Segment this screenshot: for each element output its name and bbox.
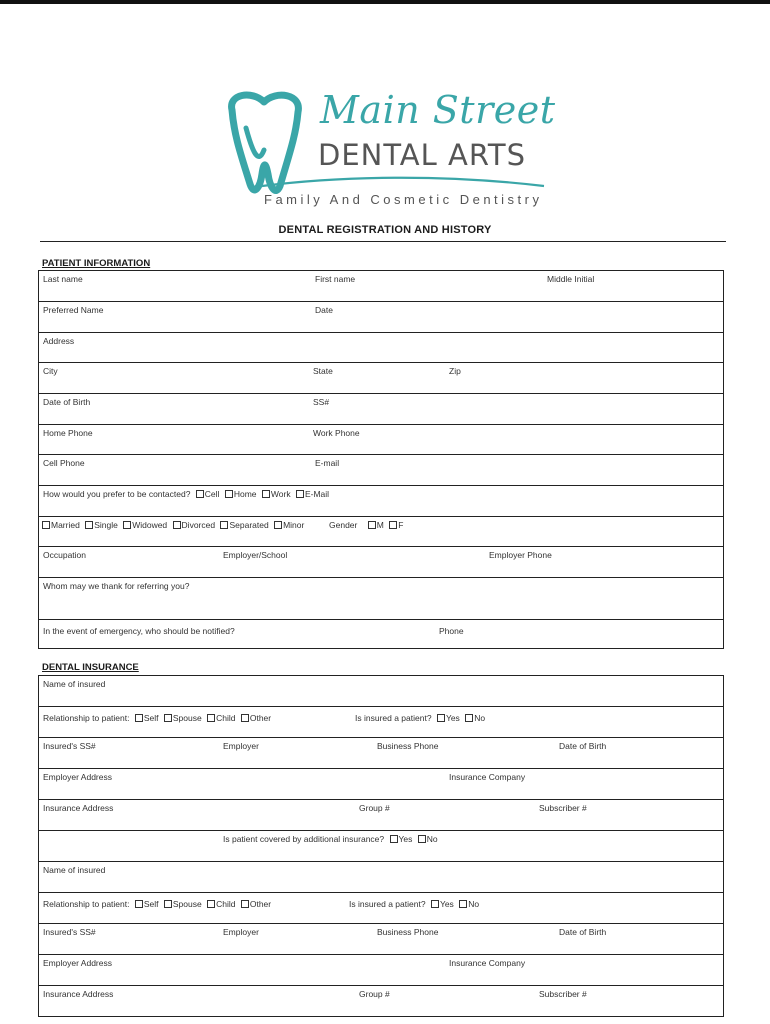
row-city: [39, 363, 723, 394]
contact-preference: [43, 489, 329, 499]
insurance-section-heading: DENTAL INSURANCE: [42, 662, 139, 673]
state-field[interactable]: State: [313, 366, 333, 376]
subscriber-number-field-2[interactable]: Subscriber #: [539, 989, 587, 999]
subscriber-number-field[interactable]: Subscriber #: [539, 803, 587, 813]
logo-tagline: Family And Cosmetic Dentistry: [264, 192, 543, 207]
group-number-field-2[interactable]: Group #: [359, 989, 390, 999]
rel-self-checkbox[interactable]: [135, 714, 143, 722]
row-insured-name: [39, 676, 723, 707]
insured-yes-checkbox[interactable]: [437, 714, 445, 722]
patient-section-heading: PATIENT INFORMATION: [42, 258, 151, 269]
relationship-group: [43, 713, 271, 723]
insurance-company-field-2[interactable]: Insurance Company: [449, 958, 526, 968]
contact-home-checkbox[interactable]: [225, 490, 233, 498]
insured-no-label-2: No: [468, 899, 480, 909]
insured-patient-question: Is insured a patient?: [355, 713, 432, 723]
business-phone-field-2[interactable]: Business Phone: [377, 927, 439, 937]
row-insured-ssn-2: [39, 924, 723, 955]
row-insured-ssn: [39, 738, 723, 769]
emergency-phone-field[interactable]: Phone: [439, 626, 464, 636]
scan-top-edge: [0, 0, 770, 4]
insured-yes-label: Yes: [445, 713, 460, 723]
insured-name-field[interactable]: Name of insured: [43, 679, 106, 689]
contact-question: How would you prefer to be contacted?: [43, 489, 191, 499]
referral-field[interactable]: Whom may we thank for referring you?: [43, 581, 190, 591]
gender-m-checkbox[interactable]: [368, 521, 376, 529]
row-emergency: [39, 620, 723, 648]
insured-ssn-field[interactable]: Insured's SS#: [43, 741, 96, 751]
insured-dob-field-2[interactable]: Date of Birth: [559, 927, 607, 937]
ssn-field[interactable]: SS#: [313, 397, 330, 407]
marital-status: [39, 520, 304, 530]
insured-patient-group: [355, 713, 485, 723]
rel-child-label-2: Child: [216, 899, 236, 909]
first-name-field[interactable]: First name: [315, 274, 356, 284]
rel-self-checkbox-2[interactable]: [135, 900, 143, 908]
additional-no-checkbox[interactable]: [418, 835, 426, 843]
minor-label: Minor: [283, 520, 305, 530]
additional-insurance-group: [223, 834, 438, 844]
contact-home-label: Home: [233, 489, 257, 499]
rel-other-label-2: Other: [249, 899, 272, 909]
separated-label: Separated: [229, 520, 269, 530]
insured-no-checkbox[interactable]: [465, 714, 473, 722]
logo-script-text: Main Street: [320, 88, 556, 132]
row-employer-address-2: [39, 955, 723, 986]
insured-patient-question-2: Is insured a patient?: [349, 899, 426, 909]
logo-swoosh: [222, 172, 562, 192]
row-relationship: [39, 707, 723, 738]
row-occupation: [39, 547, 723, 578]
cell-phone-field[interactable]: Cell Phone: [43, 458, 85, 468]
insured-no-checkbox-2[interactable]: [459, 900, 467, 908]
row-relationship-2: [39, 893, 723, 924]
rel-child-checkbox[interactable]: [207, 714, 215, 722]
page-title: DENTAL REGISTRATION AND HISTORY: [278, 224, 492, 236]
widowed-label: Widowed: [132, 520, 168, 530]
rel-other-label: Other: [249, 713, 272, 723]
insured-yes-label-2: Yes: [439, 899, 454, 909]
rel-other-checkbox-2[interactable]: [241, 900, 249, 908]
gender-label: Gender: [329, 520, 358, 530]
practice-logo: [222, 88, 562, 212]
insurance-address-field[interactable]: Insurance Address: [43, 803, 114, 813]
additional-yes-label: Yes: [398, 834, 413, 844]
insurance-box: [38, 675, 724, 1017]
rel-spouse-label-2: Spouse: [172, 899, 202, 909]
preferred-name-field[interactable]: Preferred Name: [43, 305, 104, 315]
rel-spouse-label: Spouse: [172, 713, 202, 723]
rel-spouse-checkbox-2[interactable]: [164, 900, 172, 908]
zip-field[interactable]: Zip: [449, 366, 461, 376]
contact-work-checkbox[interactable]: [262, 490, 270, 498]
rel-child-label: Child: [216, 713, 236, 723]
additional-no-label: No: [426, 834, 438, 844]
rel-child-checkbox-2[interactable]: [207, 900, 215, 908]
rel-other-checkbox[interactable]: [241, 714, 249, 722]
employer-field-2[interactable]: Employer: [223, 927, 259, 937]
address-field[interactable]: Address: [43, 336, 75, 346]
insured-ssn-field-2[interactable]: Insured's SS#: [43, 927, 96, 937]
email-field[interactable]: E-mail: [315, 458, 340, 468]
contact-email-checkbox[interactable]: [296, 490, 304, 498]
rel-spouse-checkbox[interactable]: [164, 714, 172, 722]
insurance-address-field-2[interactable]: Insurance Address: [43, 989, 114, 999]
rel-self-label: Self: [143, 713, 159, 723]
employer-school-field[interactable]: Employer/School: [223, 550, 288, 560]
contact-email-label: E-Mail: [304, 489, 330, 499]
gender-m-label: M: [376, 520, 384, 530]
insured-dob-field[interactable]: Date of Birth: [559, 741, 607, 751]
date-field[interactable]: Date: [315, 305, 333, 315]
city-field[interactable]: City: [43, 366, 58, 376]
married-label: Married: [51, 520, 80, 530]
relationship-group-2: [43, 899, 271, 909]
gender-group: [329, 520, 403, 530]
row-insurance-address: [39, 800, 723, 831]
married-checkbox[interactable]: [42, 521, 50, 529]
employer-field[interactable]: Employer: [223, 741, 259, 751]
single-checkbox[interactable]: [85, 521, 93, 529]
row-employer-address: [39, 769, 723, 800]
divorced-checkbox[interactable]: [173, 521, 181, 529]
insured-no-label: No: [474, 713, 486, 723]
relationship-label-2: Relationship to patient:: [43, 899, 130, 909]
middle-initial-field[interactable]: Middle Initial: [547, 274, 595, 284]
insured-yes-checkbox-2[interactable]: [431, 900, 439, 908]
row-additional: [39, 831, 723, 862]
row-marital: [39, 517, 723, 547]
occupation-field[interactable]: Occupation: [43, 550, 86, 560]
group-number-field[interactable]: Group #: [359, 803, 390, 813]
contact-cell-checkbox[interactable]: [196, 490, 204, 498]
row-dob: [39, 394, 723, 425]
title-divider: [40, 241, 726, 242]
minor-checkbox[interactable]: [274, 521, 282, 529]
row-insurance-address-2: [39, 986, 723, 1016]
insurance-company-field[interactable]: Insurance Company: [449, 772, 526, 782]
additional-yes-checkbox[interactable]: [390, 835, 398, 843]
employer-address-field-2[interactable]: Employer Address: [43, 958, 112, 968]
last-name-field[interactable]: Last name: [43, 274, 83, 284]
relationship-label: Relationship to patient:: [43, 713, 130, 723]
row-phones: [39, 425, 723, 455]
row-cell: [39, 455, 723, 486]
business-phone-field[interactable]: Business Phone: [377, 741, 439, 751]
divorced-label: Divorced: [181, 520, 216, 530]
row-address: [39, 333, 723, 363]
widowed-checkbox[interactable]: [123, 521, 131, 529]
gender-f-label: F: [398, 520, 404, 530]
contact-work-label: Work: [270, 489, 291, 499]
additional-insurance-question: Is patient covered by additional insurance?: [223, 834, 385, 844]
employer-address-field[interactable]: Employer Address: [43, 772, 112, 782]
row-referral: [39, 578, 723, 620]
dob-field[interactable]: Date of Birth: [43, 397, 91, 407]
gender-f-checkbox[interactable]: [389, 521, 397, 529]
row-preferred: [39, 302, 723, 333]
row-insured-name-2: [39, 862, 723, 893]
row-names: [39, 271, 723, 302]
patient-info-box: [38, 270, 724, 649]
home-phone-field[interactable]: Home Phone: [43, 428, 93, 438]
separated-checkbox[interactable]: [220, 521, 228, 529]
contact-cell-label: Cell: [204, 489, 220, 499]
emergency-contact-field[interactable]: In the event of emergency, who should be notified?: [43, 626, 235, 636]
insured-name-field-2[interactable]: Name of insured: [43, 865, 106, 875]
row-contact: [39, 486, 723, 517]
insured-patient-group-2: [349, 899, 479, 909]
work-phone-field[interactable]: Work Phone: [313, 428, 360, 438]
logo-block-text: DENTAL ARTS: [318, 138, 527, 172]
rel-self-label-2: Self: [143, 899, 159, 909]
single-label: Single: [94, 520, 118, 530]
employer-phone-field[interactable]: Employer Phone: [489, 550, 552, 560]
